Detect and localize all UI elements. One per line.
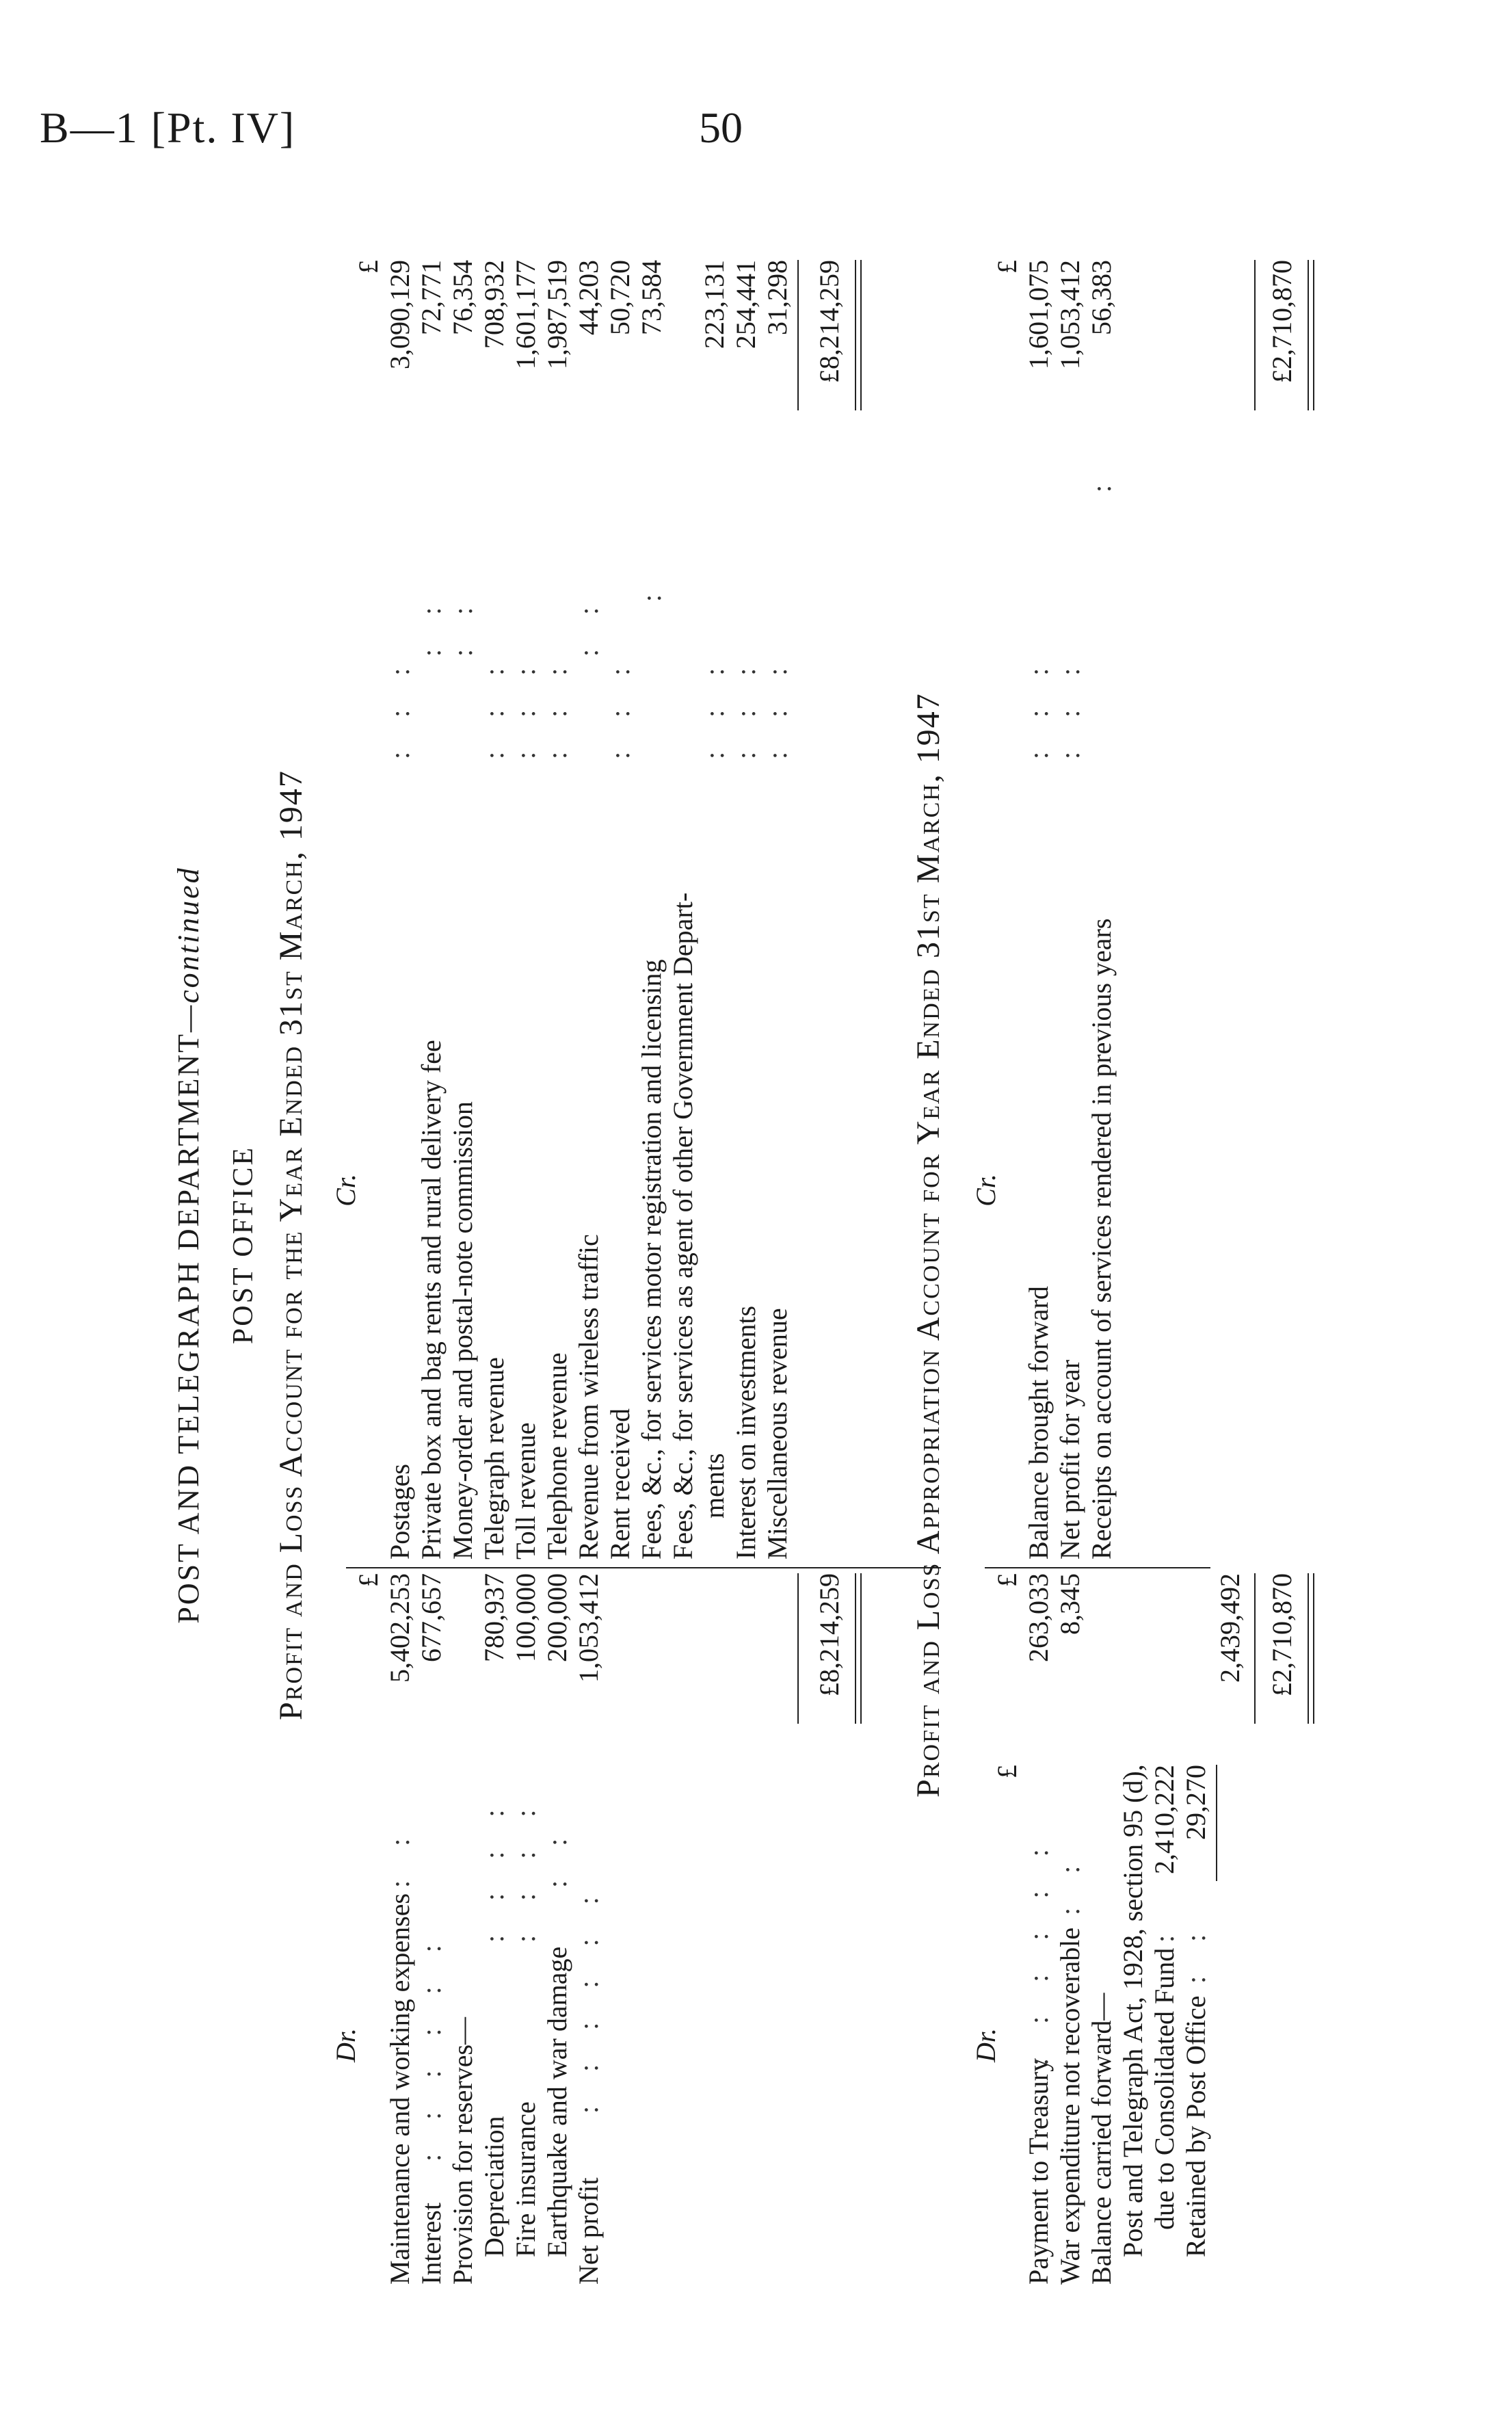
pl-dr-label: Dr. xyxy=(330,2027,361,2063)
pl-credit-label: Telephone revenue xyxy=(542,1352,572,1560)
pla-debit-label: Retained by Post Office xyxy=(1180,1995,1211,2257)
pla-debit-label: Post and Telegraph Act, 1928, section 95 (d), xyxy=(1117,1764,1148,2257)
pla-debit-subamount: 29,270 xyxy=(1180,1765,1211,1840)
pl-debit-amount: 100,000 xyxy=(510,1573,541,1662)
leader-dots: : : : : : : xyxy=(1023,1835,1054,2066)
page-header xyxy=(0,0,1512,226)
pl-debit-total: £8,214,259 xyxy=(814,1573,845,1696)
pl-debit-label: Earthquake and war damage xyxy=(542,1946,572,2257)
leader-dots: : : : xyxy=(605,654,635,759)
pl-credit-label: Toll revenue xyxy=(510,1422,541,1560)
rotated-statement xyxy=(137,205,1470,2285)
pl-credit-label: Interest on investments xyxy=(730,1305,761,1560)
pl-debit-label: Net profit xyxy=(573,2177,604,2285)
leader-dots: : : xyxy=(416,593,447,657)
pla-credit-double-rule-2 xyxy=(1313,260,1314,410)
pla-debit-double-rule-1 xyxy=(1308,1573,1309,1724)
pla-debit-subtotal-rule xyxy=(1254,1573,1256,1724)
pla-sub-currency: £ xyxy=(992,1765,1022,1778)
leader-dots: : : : : : : xyxy=(416,1931,447,2161)
leader-dots: : xyxy=(1149,1921,1180,1943)
pl-credit-total: £8,214,259 xyxy=(814,260,845,383)
pl-credit-label: Miscellaneous revenue xyxy=(762,1308,793,1560)
leader-dots: : : : xyxy=(730,654,761,759)
pl-debit-amount: 677,657 xyxy=(416,1573,447,1662)
pla-credit-label: Net profit for year xyxy=(1055,1359,1085,1560)
pl-debit-label: Provision for reserves— xyxy=(447,2016,478,2285)
pl-column-divider xyxy=(346,1567,941,1568)
leader-dots: : : : xyxy=(699,654,730,759)
page-number: 50 xyxy=(699,103,743,152)
leader-dots: : : xyxy=(1180,1920,1211,1984)
pla-credit-label: Balance brought forward xyxy=(1023,1286,1054,1560)
leader-dots: : : xyxy=(573,593,604,657)
pla-credit-label: Receipts on account of services rendered in previous years xyxy=(1086,918,1117,1560)
pla-debit-double-rule-2 xyxy=(1313,1573,1314,1724)
pl-debit-double-rule-1 xyxy=(855,1573,856,1724)
pla-credit-amount: 1,053,412 xyxy=(1055,260,1085,369)
leader-dots: : : : xyxy=(384,654,415,759)
pla-debit-subamount: 2,410,222 xyxy=(1149,1765,1180,1874)
pl-debit-label: Depreciation xyxy=(479,2116,509,2257)
leader-dots: : : : xyxy=(1023,654,1054,759)
pl-debit-label: Maintenance and working expenses xyxy=(384,1893,415,2285)
pl-debit-double-rule-2 xyxy=(860,1573,862,1724)
pl-debit-label: Fire insurance xyxy=(510,2101,541,2257)
pl-credit-amount: 76,354 xyxy=(447,260,478,335)
pl-credit-amount: 31,298 xyxy=(762,260,793,335)
pl-credit-label: Telegraph revenue xyxy=(479,1357,509,1560)
leader-dots: : : : xyxy=(542,654,572,759)
pl-credit-amount: 1,601,177 xyxy=(510,260,541,369)
pl-credit-amount: 708,932 xyxy=(479,260,509,349)
leader-dots: : : : : : : xyxy=(573,1883,604,2114)
pla-debit-label: War expenditure not recoverable xyxy=(1055,1927,1085,2285)
pla-account-title: Profit and Loss Appropriation Account for Year Ended 31st March, 1947 xyxy=(910,692,946,1798)
pl-credit-amount: 73,584 xyxy=(636,260,667,335)
pla-column-divider xyxy=(985,1567,1210,1568)
leader-dots: : xyxy=(636,580,667,602)
pla-debit-label: due to Consolidated Fund xyxy=(1149,1947,1180,2230)
department-title: POST AND TELEGRAPH DEPARTMENT xyxy=(172,1032,205,1624)
pla-debit-amount: 263,033 xyxy=(1023,1573,1054,1662)
pla-debit-total: £2,710,870 xyxy=(1266,1573,1297,1696)
department-heading xyxy=(171,205,206,2285)
leader-dots: : : : xyxy=(762,654,793,759)
pla-credit-double-rule-1 xyxy=(1308,260,1309,410)
pla-debit-label: Payment to Treasury xyxy=(1023,2058,1054,2285)
pl-debit-subtotal-rule xyxy=(797,1573,799,1724)
pla-credit-subtotal-rule xyxy=(1254,260,1256,410)
pla-sub-rule xyxy=(1216,1765,1217,1881)
pl-credit-amount: 72,771 xyxy=(416,260,447,335)
pl-credit-amount: 44,203 xyxy=(573,260,604,335)
leader-dots: : : : xyxy=(510,654,541,759)
pl-credit-label: Fees, &c., for services as agent of other Government Depart- xyxy=(667,892,698,1560)
leader-dots: : : : : xyxy=(479,1796,509,1943)
pl-debit-label: Interest xyxy=(416,2203,447,2285)
pl-account-title: Profit and Loss Account for the Year Ended 31st March, 1947 xyxy=(273,770,309,1720)
pl-credit-label: Revenue from wireless traffic xyxy=(573,1234,604,1560)
pla-debit-currency: £ xyxy=(992,1573,1022,1587)
leader-dots: : : xyxy=(542,1824,572,1888)
pla-dr-label: Dr. xyxy=(970,2027,1001,2063)
leader-dots: : : : xyxy=(1055,654,1085,759)
continued-note: —continued xyxy=(172,866,205,1032)
pl-credit-label: Rent received xyxy=(605,1408,635,1560)
pl-debit-amount: 780,937 xyxy=(479,1573,509,1662)
office-heading: POST OFFICE xyxy=(228,1145,259,1345)
leader-dots: : : xyxy=(384,1824,415,1888)
leader-dots: : : : xyxy=(479,654,509,759)
pl-credit-label: ments xyxy=(699,1453,730,1519)
pla-credit-amount: 56,383 xyxy=(1086,260,1117,335)
pl-credit-amount: 1,987,519 xyxy=(542,260,572,369)
pl-credit-double-rule-1 xyxy=(855,260,856,410)
pla-debit-label: Balance carried forward— xyxy=(1086,1993,1117,2285)
pl-credit-label: Fees, &c., for services motor registration and licensing xyxy=(636,959,667,1560)
pl-credit-currency: £ xyxy=(353,260,384,274)
leader-dots: : xyxy=(1086,471,1117,492)
pla-debit-amount: 8,345 xyxy=(1055,1573,1085,1635)
pl-debit-amount: 1,053,412 xyxy=(573,1573,604,1683)
pla-credit-currency: £ xyxy=(992,260,1022,274)
pl-credit-label: Private box and bag rents and rural delivery fee xyxy=(416,1040,447,1560)
leader-dots: : : xyxy=(447,593,478,657)
pl-credit-amount: 223,131 xyxy=(699,260,730,349)
pl-credit-amount: 50,720 xyxy=(605,260,635,335)
pla-cr-label: Cr. xyxy=(970,1174,1001,1207)
document-reference: B—1 [Pt. IV] xyxy=(40,103,296,152)
pl-debit-amount: 200,000 xyxy=(542,1573,572,1662)
pl-credit-amount: 254,441 xyxy=(730,260,761,349)
pla-credit-total: £2,710,870 xyxy=(1266,260,1297,383)
pl-credit-subtotal-rule xyxy=(797,260,799,410)
pla-credit-amount: 1,601,075 xyxy=(1023,260,1054,369)
pl-credit-label: Postages xyxy=(384,1464,415,1560)
leader-dots: : : xyxy=(1055,1852,1085,1915)
pl-credit-double-rule-2 xyxy=(860,260,862,410)
leader-dots: : : : : xyxy=(510,1796,541,1943)
pl-credit-label: Money-order and postal-note commission xyxy=(447,1101,478,1560)
pl-cr-label: Cr. xyxy=(330,1174,361,1207)
pla-balance-total: 2,439,492 xyxy=(1215,1573,1245,1683)
pl-debit-amount: 5,402,253 xyxy=(384,1573,415,1683)
pl-debit-currency: £ xyxy=(353,1573,384,1587)
pl-credit-amount: 3,090,129 xyxy=(384,260,415,369)
